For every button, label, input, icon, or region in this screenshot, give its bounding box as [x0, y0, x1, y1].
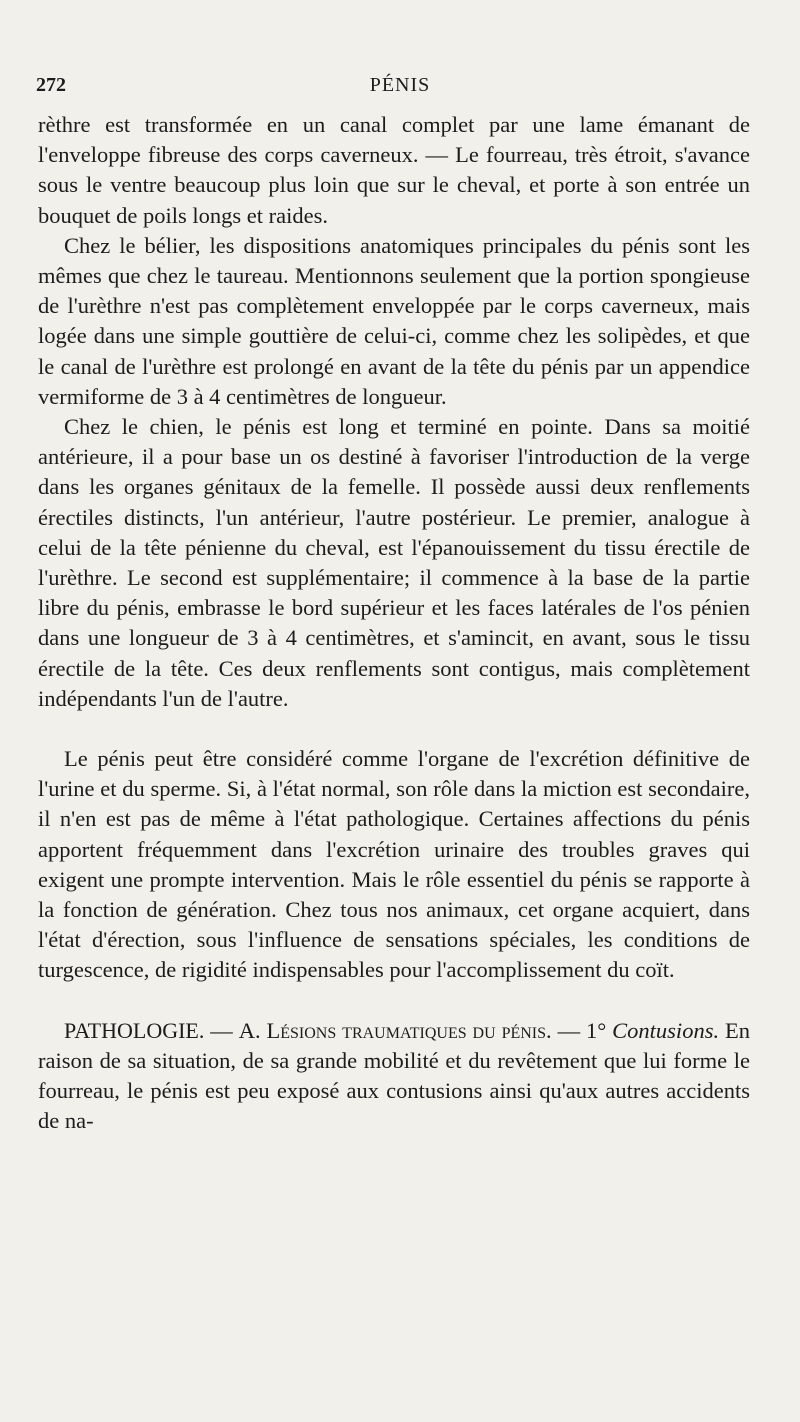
section-heading: PATHOLOGIE.: [64, 1017, 205, 1043]
page-header: [36, 74, 764, 102]
item-number: 1°: [586, 1017, 613, 1043]
paragraph-belier: Chez le bélier, les dispositions anatomiques principales du pénis sont les mêmes que chez le taureau. Mentionnons seulement que la portion spongieuse de l'urèthre n'est pas complètement enveloppée par le corps caverneux, mais logée dans une simple gouttière de celui-ci, comme chez les solipèdes, et que le canal de l'urèthre est prolongé en avant de la tête du pénis par un appendice vermiforme de 3 à 4 centimètres de longueur.: [38, 232, 750, 409]
section-gap: [38, 714, 750, 744]
paragraph-continuation: rèthre est transformée en un canal complet par une lame émanant de l'enveloppe fibreuse des corps caverneux. — Le fourreau, très étroit, s'avance sous le ventre beaucoup plus loin que sur le cheval, et porte à son entrée un bouquet de poils longs et raides.: [38, 112, 750, 228]
item-title: Contusions.: [612, 1017, 720, 1043]
item-text: En raison de sa situation, de sa grande mobilité et du revêtement que lui forme le fourreau, le pénis est peu exposé aux contusions ainsi qu'aux autres accidents de na-: [38, 1017, 750, 1134]
section-gap: [38, 986, 750, 1016]
heading-dash: —: [204, 1017, 239, 1043]
paragraph-chien: Chez le chien, le pénis est long et terminé en pointe. Dans sa moitié antérieure, il a pour base un os destiné à favoriser l'introduction de la verge dans les organes génitaux de la femelle. Il possède aussi deux renflements érectiles distincts, l'un antérieur, l'autre postérieur. Le premier, analogue à celui de la tête pénienne du cheval, est l'épanouissement du tissu érectile de l'urèthre. Le second est supplémentaire; il commence à la base de la partie libre du pénis, embrasse le bord supérieur et les faces latérales de l'os pénien dans une longueur de 3 à 4 centimètres, et s'amincit, en avant, sous le tissu érectile de la tête. Ces deux renflements sont contigus, mais complètement indépendants l'un de l'autre.: [38, 414, 750, 711]
paragraph-fonction: Le pénis peut être considéré comme l'organe de l'excrétion définitive de l'urine et du sperme. Si, à l'état normal, son rôle dans la miction est secondaire, il n'en est pas de même à l'état pathologique. Certaines affections du pénis apportent fréquemment dans l'excrétion urinaire des troubles graves qui exigent une prompte intervention. Mais le rôle essentiel du pénis se rapporte à la fonction de génération. Chez tous nos animaux, cet organe acquiert, dans l'état d'érection, sous l'influence de sensations spéciales, les conditions de turgescence, de rigidité indispensables pour l'accomplissement du coït.: [38, 746, 750, 983]
subsection-heading: A. Lésions traumatiques du pénis.: [238, 1017, 552, 1043]
heading-dash: —: [551, 1017, 586, 1043]
running-head: PÉNIS: [369, 74, 431, 96]
paragraph-pathologie: [38, 1016, 750, 1137]
page-number: 272: [36, 74, 66, 96]
body-text: [38, 110, 750, 1137]
